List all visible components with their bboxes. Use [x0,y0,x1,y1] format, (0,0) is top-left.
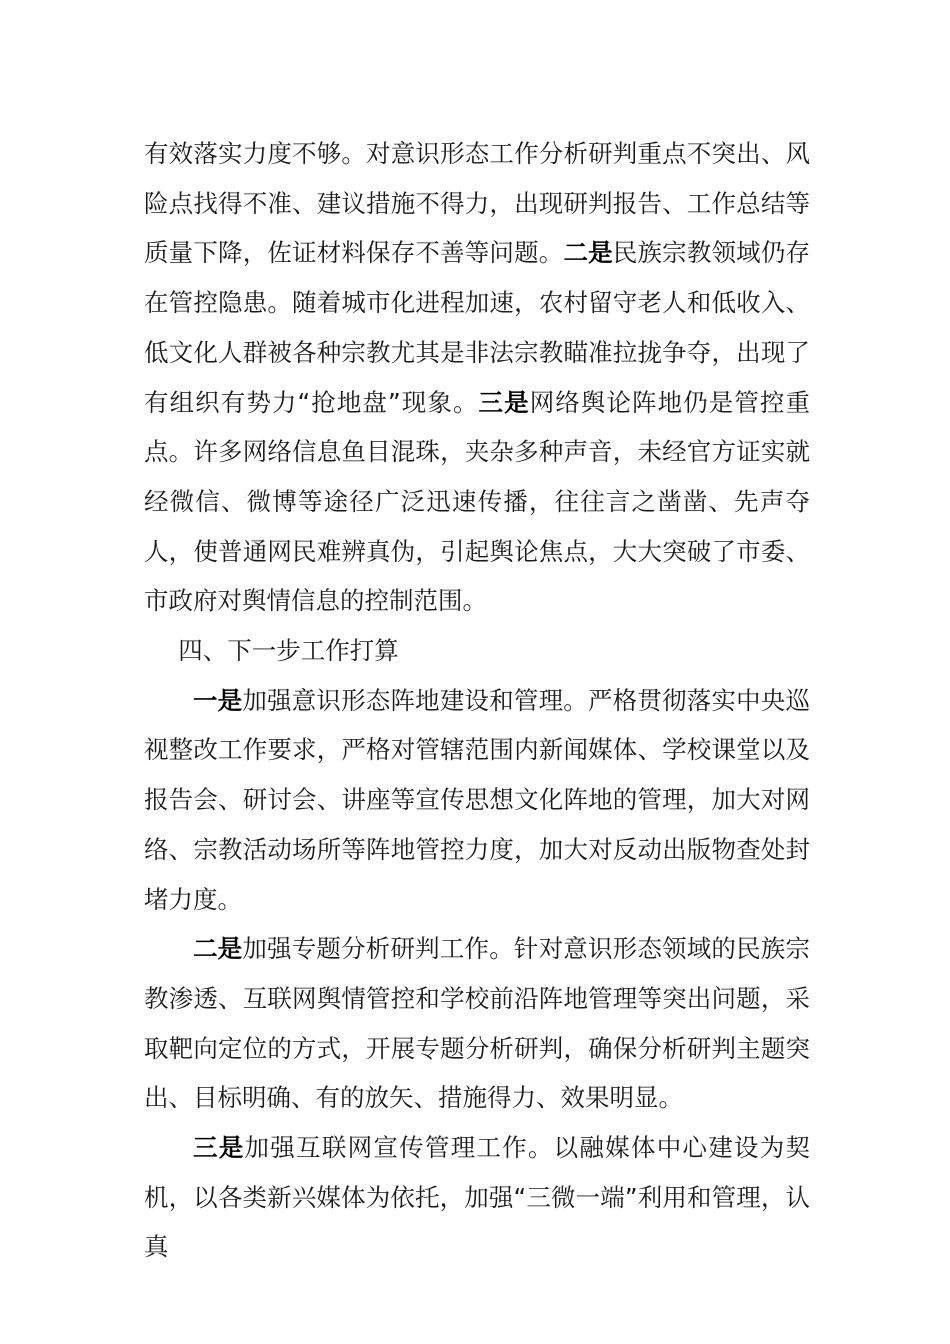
paragraph-issues [144,129,810,626]
emphasis-label: 一是 [193,685,243,715]
emphasis-label: 二是 [193,934,243,964]
section-heading-text: 四、下一步工作打算 [178,636,399,666]
section-heading [144,626,810,676]
document-page [144,129,810,1272]
emphasis-label: 二是 [563,238,613,268]
paragraph-text: 有效落实力度不够。对意识形态工作分析研判重点不突出、风险点找得不准、建议措施不得力，出现研判报告、工作总结等质量下降，佐证材料保存不善等问题。 [144,139,810,268]
paragraph-plan-2 [144,924,810,1123]
emphasis-label: 三是 [478,387,530,417]
emphasis-label: 三是 [193,1133,245,1163]
paragraph-text: 加强互联网宣传管理工作。以融媒体中心建设为契机，以各类新兴媒体为依托，加强“三微一端”利用和管理，认真 [144,1133,811,1262]
paragraph-text: 网络舆论阵地仍是管控重点。许多网络信息鱼目混珠，夹杂多种声音，未经官方证实就经微信、微博等途径广泛迅速传播，往往言之凿凿、先声夺人，使普通网民难辨真伪，引起舆论焦点，大大突破了市委、市政府对舆情信息的控制范围。 [144,387,811,616]
paragraph-plan-1 [144,676,810,925]
paragraph-plan-3 [144,1123,810,1272]
paragraph-text: 加强专题分析研判工作。针对意识形态领域的民族宗教渗透、互联网舆情管控和学校前沿阵地管理等突出问题，采取靶向定位的方式，开展专题分析研判，确保分析研判主题突出、目标明确、有的放矢、措施得力、效果明显。 [144,934,810,1113]
paragraph-text: 加强意识形态阵地建设和管理。严格贯彻落实中央巡视整改工作要求，严格对管辖范围内新闻媒体、学校课堂以及报告会、研讨会、讲座等宣传思想文化阵地的管理，加大对网络、宗教活动场所等阵地管控力度，加大对反动出版物查处封堵力度。 [144,685,810,914]
paragraph-text: 民族宗教领域仍存在管控隐患。随着城市化进程加速，农村留守老人和低收入、低文化人群被各种宗教尤其是非法宗教瞄准拉拢争夺，出现了有组织有势力“抢地盘”现象。 [144,238,811,417]
